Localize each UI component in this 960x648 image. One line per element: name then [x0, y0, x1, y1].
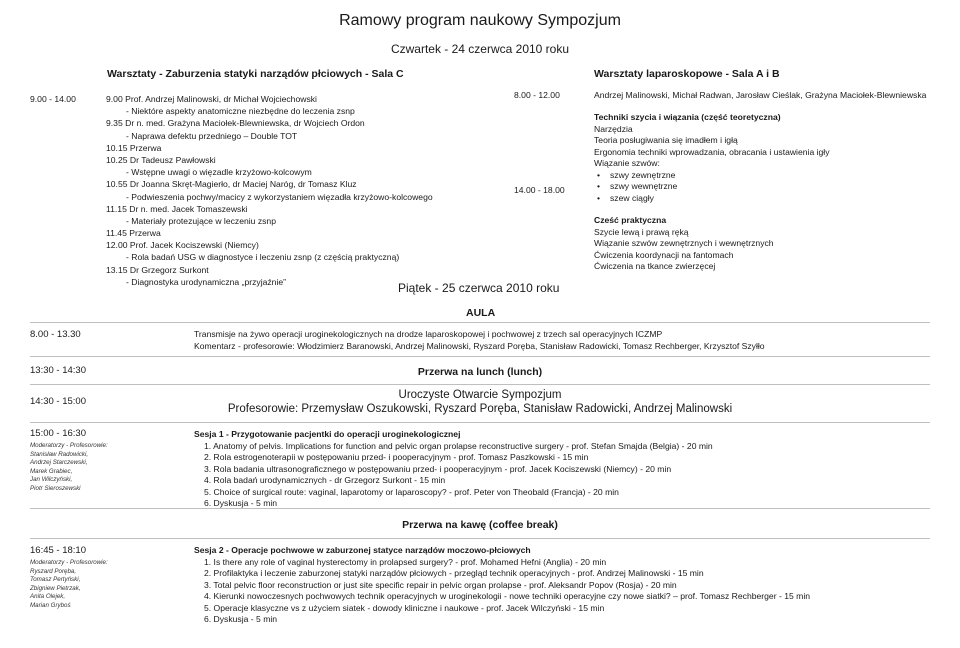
session2-time: 16:45 - 18:10 — [30, 545, 86, 556]
program-line: Ćwiczenia koordynacji na fantomach — [594, 249, 734, 260]
program-line: - Materiały protezujące w leczeniu zsnp — [126, 215, 276, 226]
session1-moderators — [30, 442, 108, 494]
moderator-line: Moderatorzy - Profesorowie: — [30, 559, 108, 566]
list-item: • szew ciągły — [594, 193, 926, 205]
program-line: 11.45 Przerwa — [106, 228, 161, 239]
session1-title: Sesja 1 - Przygotowanie pacjentki do operacji uroginekologicznej — [194, 429, 461, 439]
lunch-time: 13:30 - 14:30 — [30, 365, 86, 376]
moderator-line: Stanisław Radowicki, — [30, 450, 89, 458]
moderator-line: Ryszard Poręba, — [30, 567, 77, 575]
opening-time: 14:30 - 15:00 — [30, 396, 86, 407]
program-line: Wiązanie szwów zewnętrznych i wewnętrznych — [594, 238, 774, 248]
workshop-right-program — [594, 90, 926, 273]
session-item: 6. Dyskusja - 5 min — [204, 614, 278, 624]
session-item: 4. Kierunki nowoczesnych pochwowych technik operacyjnych w uroginekologii - nowe techniki operacyjne czy nowe siatki? – prof. Tomasz Rechberger - 15 min — [204, 591, 811, 601]
program-line: Teoria posługiwania się imadłem i igłą — [594, 135, 738, 145]
workshop-right-time-2: 14.00 - 18.00 — [514, 185, 565, 195]
session-item: 6. Dyskusja - 5 min — [204, 498, 278, 508]
workshop-left-title: Warsztaty - Zaburzenia statyki narządów płciowych - Sala C — [107, 68, 404, 80]
session-item: 2. Rola estrogenoterapii w postępowaniu przed- i pooperacyjnym - prof. Tomasz Paszkowski - 15 min — [204, 452, 589, 462]
session-item: 1. Anatomy of pelvis. Implications for function and pelvic organ prolapse reconstructive surgery - prof. Stefan Smajda (Belgia) - 20 min — [204, 440, 713, 451]
moderator-line: Marek Grabiec, — [30, 467, 73, 475]
program-line: 13.15 Dr Grzegorz Surkont — [106, 264, 209, 275]
moderator-line: Andrzej Starczewski, — [30, 459, 88, 467]
moderator-line: Piotr Sieroszewski — [30, 484, 81, 492]
moderator-line: Anita Olejek, — [30, 593, 66, 601]
session-item: 3. Rola badania ultrasonograficznego w postępowaniu przed- i pooperacyjnym - prof. Jacek Kociszewski (Niemcy) - 20 min — [204, 463, 672, 474]
day1-heading: Czwartek - 24 czerwca 2010 roku — [390, 42, 570, 56]
program-line: Szycie lewą i prawą ręką — [594, 226, 689, 237]
session2-title: Sesja 2 - Operacje pochwowe w zaburzonej statyce narządów moczowo-płciowych — [194, 545, 531, 555]
workshop-right-heading-2: Cześć praktyczna — [594, 215, 667, 225]
workshop-left-time: 9.00 - 14.00 — [30, 94, 76, 104]
session-item: 4. Rola badań urodynamicznych - dr Grzegorz Surkont - 15 min — [204, 475, 446, 485]
program-line: - Diagnostyka urodynamiczna „przyjaźnie” — [126, 276, 287, 287]
day2-heading: Piątek - 25 czerwca 2010 roku — [398, 281, 560, 295]
workshop-left-program — [106, 94, 433, 289]
live-time: 8.00 - 13.30 — [30, 329, 81, 340]
moderator-line: Moderatorzy - Profesorowie: — [30, 442, 108, 449]
program-line: 9.00 Prof. Andrzej Malinowski, dr Michał Wojciechowski — [106, 94, 317, 104]
aula-heading: AULA — [466, 307, 496, 319]
moderator-line: Jan Wilczyński, — [30, 476, 73, 484]
opening-title: Uroczyste Otwarcie Sympozjum — [398, 389, 562, 401]
program-line: - Wstępne uwagi o więzadle krzyżowo-kolcowym — [126, 167, 312, 178]
program-line: Ćwiczenia na tkance zwierzęcej — [594, 261, 716, 271]
program-line: 10.55 Dr Joanna Skręt-Magierło, dr Maciej Naróg, dr Tomasz Kluz — [106, 179, 357, 190]
divider — [30, 384, 930, 385]
divider — [30, 356, 930, 357]
workshop-right-faculty: Andrzej Malinowski, Michał Radwan, Jarosław Cieślak, Grażyna Maciołek-Blewniewska — [594, 90, 927, 100]
program-line: 10.15 Przerwa — [106, 142, 162, 153]
session-item: 3. Total pelvic floor reconstruction or just site specific repair in pelvic organ prolapse - prof. Aleksandr Popov (Rosja) - 20 min — [204, 579, 677, 590]
list-item: • szwy wewnętrzne — [594, 181, 926, 193]
program-line: - Niektóre aspekty anatomiczne niezbędne do leczenia zsnp — [126, 106, 355, 117]
program-line: - Naprawa defektu przedniego – Double TOT — [126, 130, 298, 141]
moderator-line: Marian Gryboś — [30, 601, 71, 609]
workshop-right-heading-1: Techniki szycia i wiązania (część teoretyczna) — [594, 112, 781, 122]
lunch-label: Przerwa na lunch (lunch) — [417, 366, 543, 378]
program-line: 12.00 Prof. Jacek Kociszewski (Niemcy) — [106, 240, 259, 251]
page-title: Ramowy program naukowy Sympozjum — [339, 12, 621, 29]
divider — [30, 322, 930, 323]
live-line-2: Komentarz - profesorowie: Włodzimierz Baranowski, Andrzej Malinowski, Ryszard Poręba, Stanisław Radowicki, Tomasz Rechberger, Krzysztof Szyłło — [194, 340, 765, 351]
session2-moderators — [30, 559, 108, 611]
divider — [30, 508, 930, 509]
session1-program — [194, 429, 713, 510]
coffee-break-label: Przerwa na kawę (coffee break) — [402, 519, 558, 531]
workshop-right-title: Warsztaty laparoskopowe - Sala A i B — [594, 68, 780, 80]
session-item: 1. Is there any role of vaginal hysterectomy in prolapsed surgery? - prof. Mohamed Hefni (Anglia) - 20 min — [204, 556, 607, 567]
workshop-right-time-1: 8.00 - 12.00 — [514, 90, 560, 100]
live-line-1: Transmisje na żywo operacji uroginekologicznych na drodze laparoskopowej i pochwowej z trzech sal operacyjnych ICZMP — [194, 329, 663, 339]
moderator-line: Tomasz Pertyński, — [30, 576, 81, 584]
session-item: 5. Choice of surgical route: vaginal, laparotomy or laparoscopy? - prof. Peter von Theobald (Francja) - 20 min — [204, 486, 619, 497]
program-line: Narzędzia — [594, 123, 633, 134]
session1-time: 15:00 - 16:30 — [30, 428, 86, 439]
program-line: - Rola badań USG w diagnostyce i leczeniu zsnp (z częścią praktyczną) — [126, 252, 400, 263]
program-line: 11.15 Dr n. med. Jacek Tomaszewski — [106, 203, 248, 214]
session-item: 5. Operacje klasyczne vs z użyciem siatek - dowody kliniczne i naukowe - prof. Jacek Wilczyński - 15 min — [204, 602, 605, 613]
live-description — [194, 329, 765, 352]
program-line: - Podwieszenia pochwy/macicy z wykorzystaniem więzadła krzyżowo-kolcowego — [126, 191, 433, 202]
divider — [30, 422, 930, 423]
list-item: • szwy zewnętrzne — [594, 170, 926, 182]
session2-program — [194, 545, 810, 626]
program-line: 10.25 Dr Tadeusz Pawłowski — [106, 154, 216, 165]
program-line: 9.35 Dr n. med. Grażyna Maciołek-Blewniewska, dr Wojciech Ordon — [106, 118, 365, 129]
moderator-line: Zbigniew Pietrzak, — [30, 584, 81, 592]
suture-list — [594, 170, 926, 205]
program-line: Ergonomia techniki wprowadzania, obracania i ustawienia igły — [594, 146, 830, 157]
session-item: 2. Profilaktyka i leczenie zaburzonej statyki narządów płciowych - przegląd technik operacyjnych - prof. Andrzej Malinowski - 15 min — [204, 568, 704, 578]
program-line: Wiązanie szwów: — [594, 158, 660, 168]
divider — [30, 538, 930, 539]
opening-professors: Profesorowie: Przemysław Oszukowski, Ryszard Poręba, Stanisław Radowicki, Andrzej Malinowski — [227, 403, 733, 415]
